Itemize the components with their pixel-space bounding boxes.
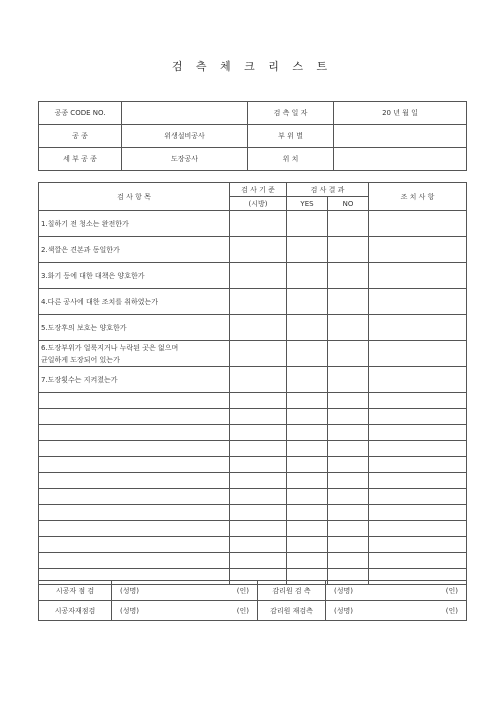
supervisor-reinspection-label: 감리원 재검측	[258, 601, 326, 621]
empty-cell[interactable]	[287, 457, 328, 473]
name-label: (성명)	[120, 586, 139, 595]
work-type-value[interactable]: 위생설비공사	[122, 125, 248, 148]
empty-cell[interactable]	[230, 537, 287, 553]
empty-cell[interactable]	[230, 489, 287, 505]
inspection-date-label: 검 측 일 자	[248, 102, 334, 125]
empty-cell[interactable]	[328, 553, 369, 569]
code-value[interactable]	[122, 102, 248, 125]
supervisor-inspection-label: 감리원 검 측	[258, 581, 326, 601]
work-type-label: 공 종	[39, 125, 122, 148]
location-label: 위 치	[248, 148, 334, 171]
empty-cell[interactable]	[287, 425, 328, 441]
action-cell[interactable]	[369, 211, 467, 237]
empty-cell[interactable]	[328, 473, 369, 489]
table-row	[39, 409, 467, 425]
action-header: 조 치 사 항	[369, 183, 467, 211]
empty-cell[interactable]	[369, 393, 467, 409]
signature-row-2	[39, 601, 467, 621]
yes-cell[interactable]	[287, 367, 328, 393]
empty-cell[interactable]	[287, 553, 328, 569]
yes-cell[interactable]	[287, 341, 328, 367]
checklist-table	[38, 182, 467, 585]
standard-cell[interactable]	[230, 315, 287, 341]
empty-cell[interactable]	[328, 537, 369, 553]
empty-cell[interactable]	[328, 505, 369, 521]
item-text: 5.도장후의 보호는 양호한가	[39, 315, 230, 341]
empty-cell[interactable]	[328, 521, 369, 537]
empty-cell[interactable]	[230, 553, 287, 569]
result-header: 검 사 결 과	[287, 183, 369, 197]
seal-label: (인)	[236, 586, 249, 595]
table-row	[39, 263, 467, 289]
standard-cell[interactable]	[230, 367, 287, 393]
empty-cell[interactable]	[369, 521, 467, 537]
table-row	[39, 537, 467, 553]
empty-cell[interactable]	[328, 457, 369, 473]
table-row	[39, 315, 467, 341]
empty-cell[interactable]	[328, 489, 369, 505]
empty-cell[interactable]	[328, 393, 369, 409]
yes-cell[interactable]	[287, 263, 328, 289]
empty-cell[interactable]	[230, 425, 287, 441]
empty-cell[interactable]	[230, 473, 287, 489]
standard-cell[interactable]	[230, 341, 287, 367]
info-row-code	[39, 102, 467, 125]
info-row-work-type	[39, 125, 467, 148]
name-label: (성명)	[334, 606, 353, 615]
table-row	[39, 473, 467, 489]
empty-cell[interactable]	[369, 425, 467, 441]
empty-cell[interactable]	[287, 537, 328, 553]
contractor-check-sign[interactable]	[112, 581, 258, 601]
empty-cell[interactable]	[369, 505, 467, 521]
standard-header: 검 사 기 준	[230, 183, 287, 197]
standard-cell[interactable]	[230, 289, 287, 315]
supervisor-inspection-sign[interactable]	[326, 581, 467, 601]
table-row	[39, 553, 467, 569]
empty-cell[interactable]	[287, 505, 328, 521]
sub-work-type-label: 세 부 공 종	[39, 148, 122, 171]
empty-cell[interactable]	[287, 473, 328, 489]
empty-cell[interactable]	[230, 441, 287, 457]
empty-cell[interactable]	[369, 553, 467, 569]
action-cell[interactable]	[369, 367, 467, 393]
no-cell[interactable]	[328, 211, 369, 237]
table-row	[39, 425, 467, 441]
empty-cell[interactable]	[230, 409, 287, 425]
standard-cell[interactable]	[230, 263, 287, 289]
location-value[interactable]	[334, 148, 467, 171]
empty-cell[interactable]	[230, 505, 287, 521]
empty-cell[interactable]	[369, 473, 467, 489]
table-row	[39, 457, 467, 473]
checklist-header-row	[39, 183, 467, 197]
yes-cell[interactable]	[287, 237, 328, 263]
empty-cell[interactable]	[39, 537, 230, 553]
seal-label: (인)	[236, 606, 249, 615]
supervisor-reinspection-sign[interactable]	[326, 601, 467, 621]
page-title: 검 측 체 크 리 스 트	[171, 60, 333, 73]
yes-header: YES	[287, 197, 328, 211]
standard-cell[interactable]	[230, 237, 287, 263]
item-header: 검 사 항 목	[39, 183, 230, 211]
seal-label: (인)	[445, 586, 458, 595]
empty-cell[interactable]	[328, 441, 369, 457]
empty-cell[interactable]	[328, 425, 369, 441]
table-row	[39, 489, 467, 505]
table-row	[39, 393, 467, 409]
empty-cell[interactable]	[369, 489, 467, 505]
empty-cell[interactable]	[39, 409, 230, 425]
signature-table	[38, 580, 467, 621]
item-text: 4.다른 공사에 대한 조치를 취하였는가	[39, 289, 230, 315]
contractor-check-label: 시공자 점 검	[39, 581, 112, 601]
info-row-sub-work-type	[39, 148, 467, 171]
no-cell[interactable]	[328, 367, 369, 393]
empty-cell[interactable]	[39, 553, 230, 569]
no-cell[interactable]	[328, 237, 369, 263]
no-header: NO	[328, 197, 369, 211]
empty-cell[interactable]	[39, 441, 230, 457]
empty-cell[interactable]	[39, 393, 230, 409]
empty-cell[interactable]	[287, 521, 328, 537]
item-text: 1.칠하기 전 청소는 완전한가	[39, 211, 230, 237]
empty-cell[interactable]	[287, 441, 328, 457]
no-cell[interactable]	[328, 315, 369, 341]
empty-cell[interactable]	[230, 521, 287, 537]
item-text: 7.도장횟수는 지켜졌는가	[39, 367, 230, 393]
empty-cell[interactable]	[328, 409, 369, 425]
table-row	[39, 341, 467, 367]
info-table	[38, 101, 467, 171]
empty-cell[interactable]	[230, 457, 287, 473]
item-text: 6.도장부위가 얼룩지거나 누락된 곳은 없으며 균일하게 도장되어 있는가	[39, 341, 230, 367]
empty-cell[interactable]	[369, 409, 467, 425]
table-row	[39, 441, 467, 457]
code-label: 공종 CODE NO.	[39, 102, 122, 125]
action-cell[interactable]	[369, 289, 467, 315]
standard-sub-header: (시방)	[230, 197, 287, 211]
table-row	[39, 521, 467, 537]
item-text: 3.화기 등에 대한 대책은 양호한가	[39, 263, 230, 289]
action-cell[interactable]	[369, 263, 467, 289]
sub-work-type-value[interactable]: 도장공사	[122, 148, 248, 171]
empty-cell[interactable]	[39, 457, 230, 473]
table-row	[39, 237, 467, 263]
yes-cell[interactable]	[287, 315, 328, 341]
part-label: 부 위 별	[248, 125, 334, 148]
item-text: 2.색깔은 견본과 동일한가	[39, 237, 230, 263]
empty-cell[interactable]	[369, 537, 467, 553]
empty-cell[interactable]	[39, 505, 230, 521]
table-row	[39, 367, 467, 393]
action-cell[interactable]	[369, 341, 467, 367]
name-label: (성명)	[334, 586, 353, 595]
empty-cell[interactable]	[287, 409, 328, 425]
yes-cell[interactable]	[287, 289, 328, 315]
no-cell[interactable]	[328, 263, 369, 289]
empty-cell[interactable]	[287, 393, 328, 409]
empty-cell[interactable]	[39, 489, 230, 505]
standard-cell[interactable]	[230, 211, 287, 237]
empty-cell[interactable]	[39, 425, 230, 441]
action-cell[interactable]	[369, 315, 467, 341]
yes-cell[interactable]	[287, 211, 328, 237]
empty-cell[interactable]	[39, 521, 230, 537]
contractor-recheck-sign[interactable]	[112, 601, 258, 621]
empty-cell[interactable]	[230, 393, 287, 409]
inspection-date-value[interactable]: 20 년 월 일	[334, 102, 467, 125]
seal-label: (인)	[445, 606, 458, 615]
part-value[interactable]	[334, 125, 467, 148]
table-row	[39, 211, 467, 237]
empty-cell[interactable]	[39, 473, 230, 489]
action-cell[interactable]	[369, 237, 467, 263]
no-cell[interactable]	[328, 289, 369, 315]
table-row	[39, 505, 467, 521]
no-cell[interactable]	[328, 341, 369, 367]
empty-cell[interactable]	[369, 441, 467, 457]
name-label: (성명)	[120, 606, 139, 615]
empty-cell[interactable]	[369, 457, 467, 473]
contractor-recheck-label: 시공자재점검	[39, 601, 112, 621]
empty-cell[interactable]	[287, 489, 328, 505]
table-row	[39, 289, 467, 315]
signature-row-1	[39, 581, 467, 601]
